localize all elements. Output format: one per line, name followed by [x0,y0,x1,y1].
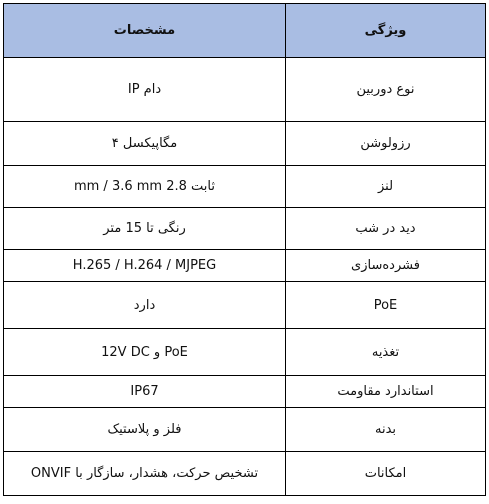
spec-cell: ثابت 2.8 mm / 3.6 mm [4,166,286,208]
spec-cell: تشخیص حرکت، هشدار، سازگار با ONVIF [4,452,286,496]
feature-cell: فشرده‌سازی [286,250,486,282]
feature-cell: استاندارد مقاومت [286,376,486,408]
table-row [4,58,486,122]
feature-cell: رزولوشن [286,122,486,166]
spec-table-container [3,3,485,500]
spec-cell: IP67 [4,376,286,408]
table-row [4,452,486,496]
feature-cell: تغذیه [286,329,486,376]
header-feature: ویژگی [286,4,486,58]
header-spec: مشخصات [4,4,286,58]
spec-cell: مگاپیکسل ۴ [4,122,286,166]
spec-cell: PoE و 12V DC [4,329,286,376]
spec-cell: H.265 / H.264 / MJPEG [4,250,286,282]
feature-cell: PoE [286,282,486,329]
feature-cell: لنز [286,166,486,208]
table-header-row [4,4,486,58]
table-row [4,282,486,329]
spec-cell: دارد [4,282,286,329]
feature-cell: نوع دوربین [286,58,486,122]
spec-cell: فلز و پلاستیک [4,408,286,452]
table-row [4,376,486,408]
table-row [4,166,486,208]
table-row [4,329,486,376]
spec-cell: دام IP [4,58,286,122]
feature-cell: بدنه [286,408,486,452]
feature-cell: امکانات [286,452,486,496]
table-row [4,208,486,250]
spec-cell: رنگی تا 15 متر [4,208,286,250]
feature-cell: دید در شب [286,208,486,250]
table-row [4,122,486,166]
table-row [4,408,486,452]
table-row [4,250,486,282]
spec-table [3,3,486,496]
